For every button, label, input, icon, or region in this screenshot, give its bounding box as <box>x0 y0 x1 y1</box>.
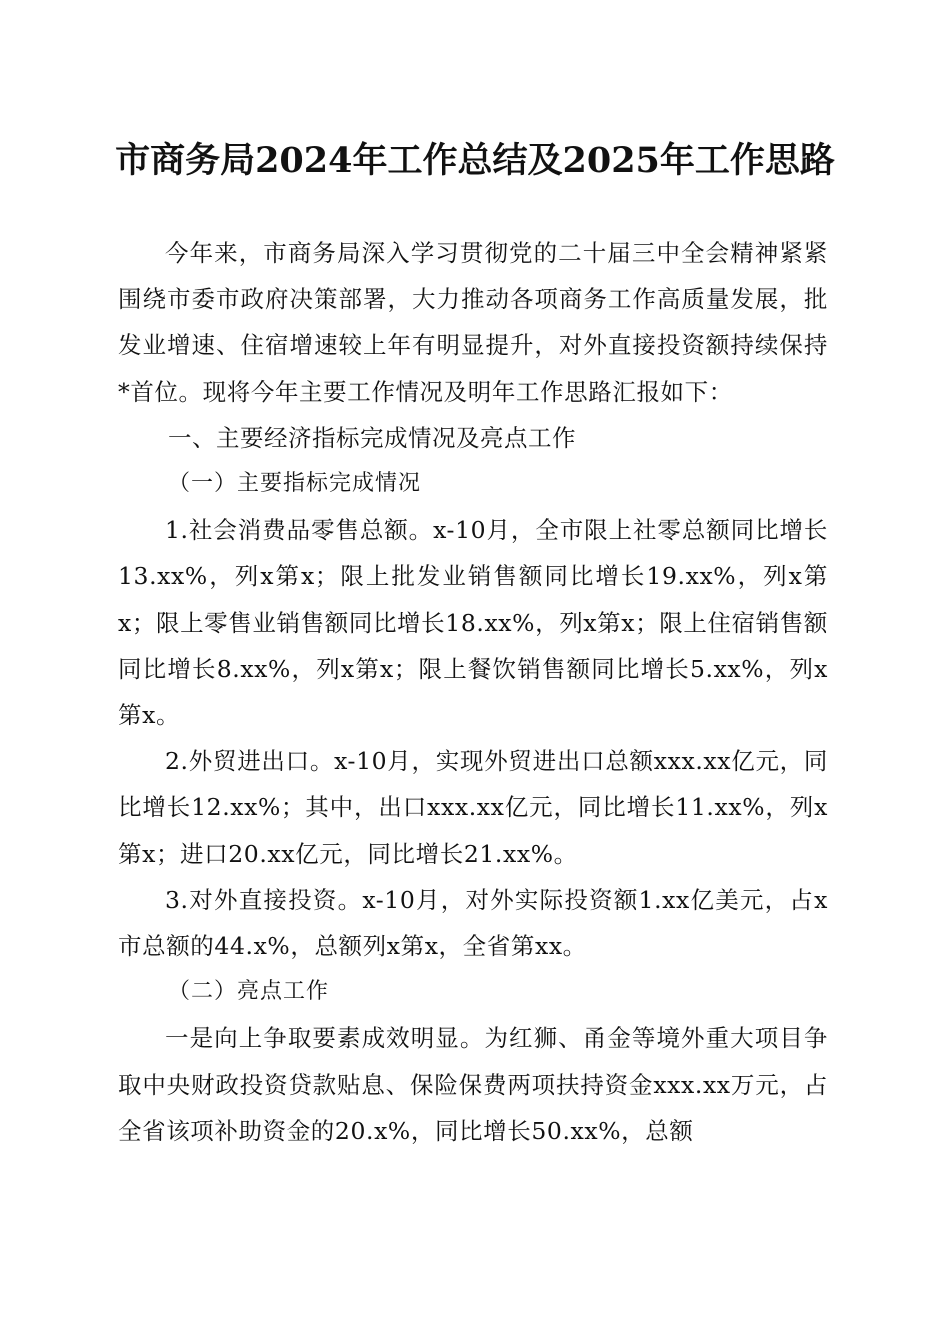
highlight-text: 为红狮、甬金等境外重大项目争取中央财政投资贷款贴息、保险保费两项扶持资金xxx.xx万元，占全省该项补助资金的20.x%，同比增长50.xx%，总额 <box>118 1024 828 1145</box>
section-heading-1: 一、主要经济指标完成情况及亮点工作 <box>168 423 576 452</box>
indicator-item-3: 3.对外直接投资。x-10月，对外实际投资额1.xx亿美元，占x市总额的44.x%，总额列x第x，全省第xx。 <box>118 885 828 961</box>
subsection-heading-1: （一）主要指标完成情况 <box>168 471 422 497</box>
indicator-item-1: 1.社会消费品零售总额。x-10月，全市限上社零总额同比增长13.xx%，列x第x；限上批发业销售额同比增长19.xx%，列x第x；限上零售业销售额同比增长18.xx%，列x第x；限上住宿销售额同比增长8.xx%，列x第x；限上餐饮销售额同比增长5.xx%，列x第x。 <box>118 516 828 730</box>
highlight-paragraph-1 <box>118 1015 828 1154</box>
highlight-lead: 一是向上争取要素成效明显。 <box>165 1024 485 1053</box>
intro-paragraph: 今年来，市商务局深入学习贯彻党的二十届三中全会精神紧紧围绕市委市政府决策部署，大力推动各项商务工作高质量发展，批发业增速、住宿增速较上年有明显提升，对外直接投资额持续保持*首位。现将今年主要工作情况及明年工作思路汇报如下： <box>118 239 828 406</box>
document-title: 市商务局2024年工作总结及2025年工作思路 <box>115 140 835 181</box>
document-body <box>118 230 828 1154</box>
subsection-heading-2: （二）亮点工作 <box>168 979 330 1005</box>
indicator-item-2: 2.外贸进出口。x-10月，实现外贸进出口总额xxx.xx亿元，同比增长12.xx%；其中，出口xxx.xx亿元，同比增长11.xx%，列x第x；进口20.xx亿元，同比增长21.xx%。 <box>118 747 828 868</box>
